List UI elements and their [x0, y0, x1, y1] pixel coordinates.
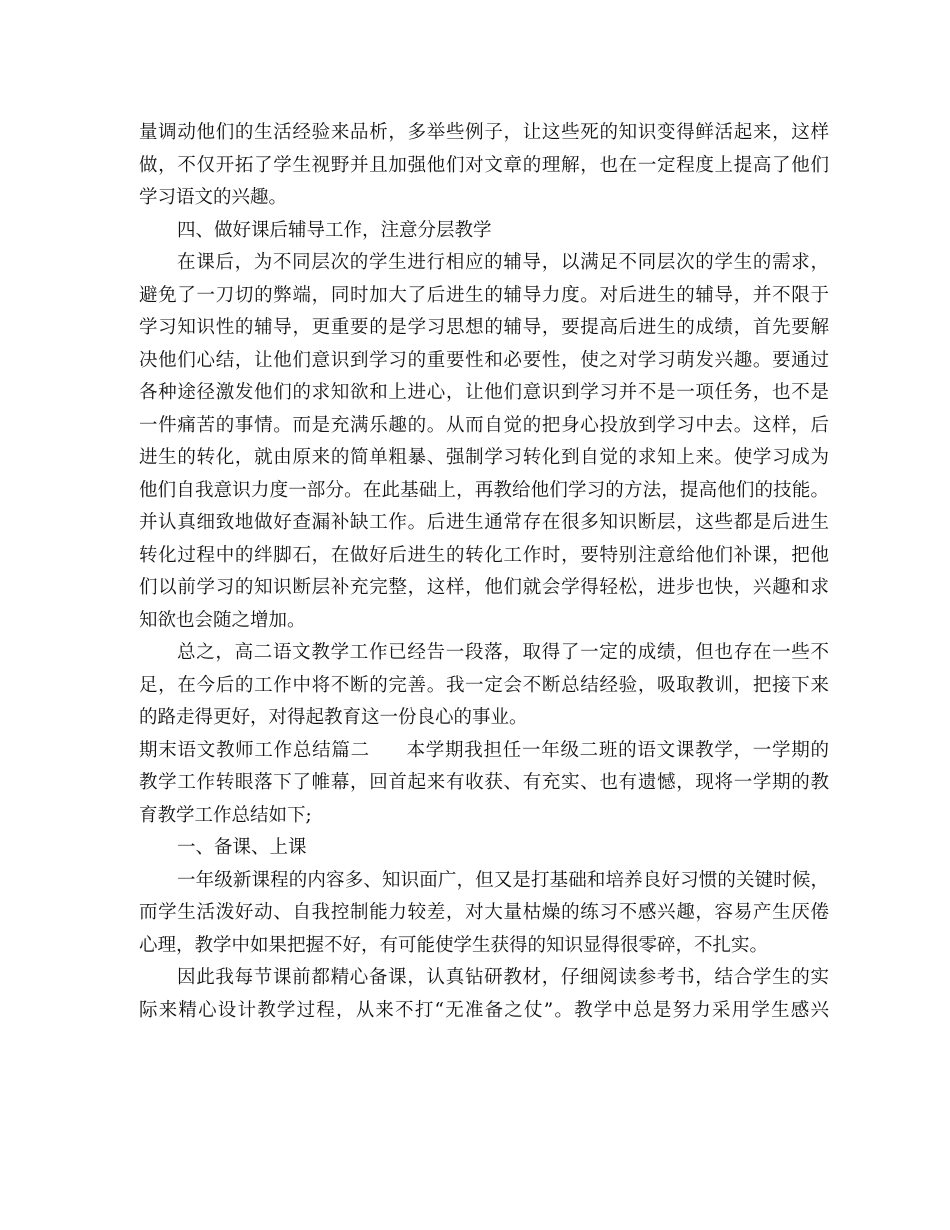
text-line: 一年级新课程的内容多、知识面广，但又是打基础和培养良好习惯的关键时候，	[177, 869, 829, 891]
text-line: 总之，高二语文教学工作已经告一段落，取得了一定的成绩，但也存在一些不	[177, 642, 829, 663]
section-heading-line	[139, 735, 829, 768]
text-line: 们以前学习的知识断层补充完整，这样，他们就会学得轻松，进步也快，兴趣和求	[139, 577, 829, 598]
text-line: 并认真细致地做好查漏补缺工作。后进生通常存在很多知识断层，这些都是后进生	[139, 512, 829, 533]
text-line: 在课后，为不同层次的学生进行相应的辅导，以满足不同层次的学生的需求，	[177, 252, 829, 273]
text-line: 因此我每节课前都精心备课，认真钻研教材，仔细阅读参考书，结合学生的实	[177, 967, 829, 988]
text-line: 各种途径激发他们的求知欲和上进心，让他们意识到学习并不是一项任务，也不是	[139, 382, 829, 403]
text-line: 进生的转化，就由原来的简单粗暴、强制学习转化到自觉的求知上来。使学习成为	[139, 447, 829, 468]
text-line: 他们自我意识力度一部分。在此基础上，再教给他们学习的方法，提高他们的技能。	[139, 479, 829, 501]
text-line: 决他们心结，让他们意识到学习的重要性和必要性，使之对学习萌发兴趣。要通过	[139, 349, 829, 371]
text-line: 的路走得更好，对得起教育这一份良心的事业。	[139, 707, 528, 728]
text-line: 际来精心设计教学过程，从来不打“无准备之仗”。教学中总是努力采用学生感兴	[139, 999, 829, 1021]
text-line: 一、备课、上课	[177, 837, 307, 858]
text-line: 量调动他们的生活经验来品析，多举些例子，让这些死的知识变得鲜活起来，这样	[139, 122, 829, 143]
text-line: 一件痛苦的事情。而是充满乐趣的。从而自觉的把身心投放到学习中去。这样，后	[139, 414, 829, 436]
text-line: 转化过程中的绊脚石，在做好后进生的转化工作时，要特别注意给他们补课，把他	[139, 544, 829, 566]
text-line: 足，在今后的工作中将不断的完善。我一定会不断总结经验，吸取教训，把接下来	[139, 674, 829, 696]
text-line: 避免了一刀切的弊端，同时加大了后进生的辅导力度。对后进生的辅导，并不限于	[139, 284, 829, 306]
text-line: 教学工作转眼落下了帷幕，回首起来有收获、有充实、也有遗憾，现将一学期的教	[139, 772, 829, 793]
text-line: 而学生活泼好动、自我控制能力较差，对大量枯燥的练习不感兴趣，容易产生厌倦	[139, 902, 829, 923]
text-line: 心理，教学中如果把握不好，有可能使学生获得的知识显得很零碎，不扎实。	[139, 934, 769, 956]
text-line: 知欲也会随之增加。	[139, 609, 306, 631]
text-line: 学习语文的兴趣。	[139, 187, 288, 208]
text-line: 做，不仅开拓了学生视野并且加强他们对文章的理解，也在一定程度上提高了他们	[139, 154, 829, 176]
document-body	[139, 117, 829, 1027]
text-line: 四、做好课后辅导工作，注意分层教学	[177, 219, 492, 241]
text-line: 学习知识性的辅导，更重要的是学习思想的辅导，要提高后进生的成绩，首先要解	[139, 317, 829, 338]
section-intro-text: 本学期我担任一年级二班的语文课教学，一学期的	[405, 739, 829, 761]
text-block-2	[139, 767, 829, 1027]
text-line: 育教学工作总结如下;	[139, 804, 312, 826]
text-block-1	[139, 117, 829, 735]
section-title: 期末语文教师工作总结篇二	[139, 739, 370, 761]
